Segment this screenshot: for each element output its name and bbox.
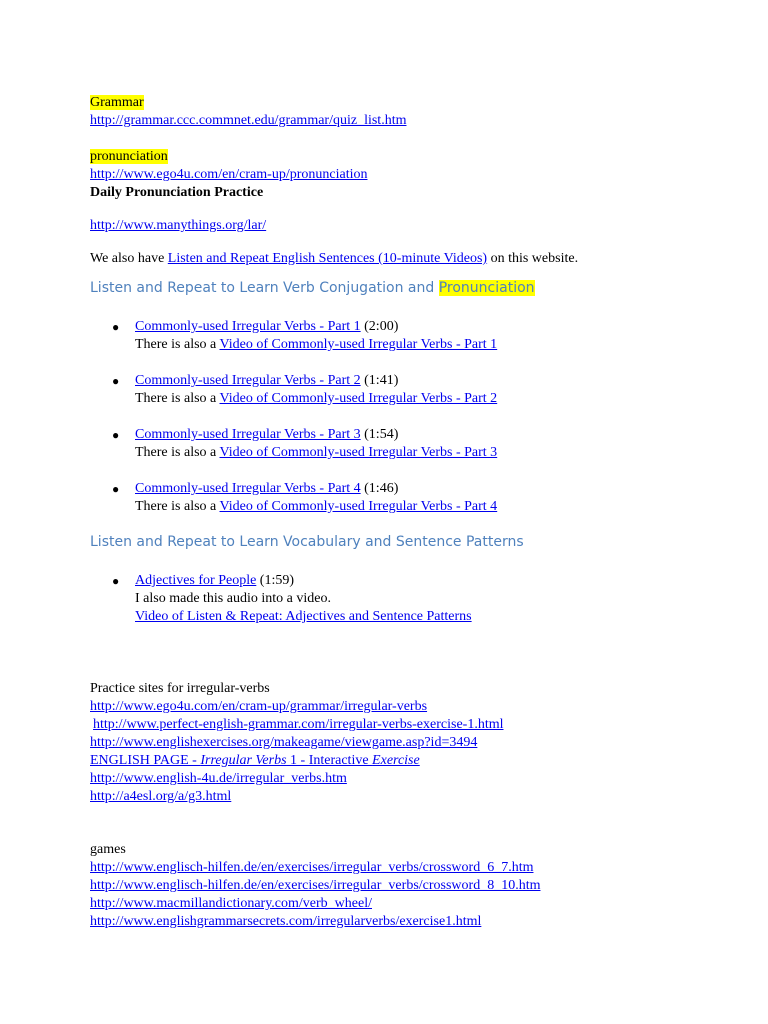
english-page-italic2: Exercise (372, 753, 420, 768)
grammar-link[interactable]: http://grammar.ccc.commnet.edu/grammar/quiz_list.htm (90, 113, 407, 128)
manythings-link[interactable]: http://www.manythings.org/lar/ (90, 218, 267, 233)
pronunciation-label: pronunciation (90, 149, 168, 164)
irregular-verbs-part4-link[interactable]: Commonly-used Irregular Verbs - Part 4 (135, 481, 361, 496)
also-prefix: We also have (90, 251, 168, 266)
list-item (135, 426, 398, 444)
practice-link-line (90, 734, 477, 752)
practice-link-perfect-english[interactable]: http://www.perfect-english-grammar.com/irregular-verbs-exercise-1.html (93, 717, 504, 732)
practice-link-a4esl[interactable]: http://a4esl.org/a/g3.html (90, 789, 232, 804)
list-item (135, 372, 398, 390)
practice-sites-label: Practice sites for irregular-verbs (90, 681, 270, 696)
games-label: games (90, 842, 126, 857)
duration: (2:00) (360, 319, 399, 334)
also-have-line (90, 250, 578, 268)
bullet-icon: ● (112, 482, 120, 496)
bullet-icon: ● (112, 574, 120, 588)
bullet-icon: ● (112, 374, 120, 388)
video-part4-link[interactable]: Video of Commonly-used Irregular Verbs - Part 4 (219, 499, 498, 514)
section1-heading-text: Listen and Repeat to Learn Verb Conjugation and (90, 280, 439, 296)
section1-heading-highlight: Pronunciation (438, 280, 535, 296)
duration: (1:41) (360, 373, 399, 388)
video-line (135, 444, 497, 462)
games-link-crossword-8-10[interactable]: http://www.englisch-hilfen.de/en/exercises/irregular_verbs/crossword_8_10.htm (90, 878, 541, 893)
duration: (1:46) (360, 481, 399, 496)
practice-link-line (93, 716, 504, 734)
games-link-line (90, 859, 533, 877)
games-link-line (90, 913, 481, 931)
practice-link-line (90, 698, 427, 716)
manythings-url-line (90, 217, 266, 235)
also-text: There is also a (135, 499, 220, 514)
english-page-prefix: ENGLISH PAGE - (90, 753, 201, 768)
video-part1-link[interactable]: Video of Commonly-used Irregular Verbs - Part 1 (219, 337, 498, 352)
games-link-line (90, 895, 372, 913)
also-text: There is also a (135, 337, 220, 352)
video-part2-link[interactable]: Video of Commonly-used Irregular Verbs - Part 2 (219, 391, 498, 406)
practice-link-line (90, 770, 347, 788)
list-item (135, 480, 398, 498)
irregular-verbs-part1-link[interactable]: Commonly-used Irregular Verbs - Part 1 (135, 319, 361, 334)
also-text: There is also a (135, 391, 220, 406)
pronunciation-label-line (90, 148, 168, 166)
list-item (135, 572, 294, 590)
video-part3-link[interactable]: Video of Commonly-used Irregular Verbs - Part 3 (219, 445, 498, 460)
also-suffix: on this website. (487, 251, 579, 266)
bullet-icon: ● (112, 428, 120, 442)
pronunciation-link[interactable]: http://www.ego4u.com/en/cram-up/pronunciation (90, 167, 368, 182)
listen-repeat-sentences-link[interactable]: Listen and Repeat English Sentences (10-minute Videos) (167, 251, 488, 266)
video-line (135, 336, 497, 354)
list-item (135, 318, 398, 336)
practice-link-englishexercises[interactable]: http://www.englishexercises.org/makeagame/viewgame.asp?id=3494 (90, 735, 478, 750)
grammar-url-line (90, 112, 406, 130)
practice-link-english4u[interactable]: http://www.english-4u.de/irregular_verbs.htm (90, 771, 347, 786)
bullet-icon: ● (112, 320, 120, 334)
irregular-verbs-part2-link[interactable]: Commonly-used Irregular Verbs - Part 2 (135, 373, 361, 388)
adjectives-video-link[interactable]: Video of Listen & Repeat: Adjectives and Sentence Patterns (135, 609, 472, 624)
video-line (135, 390, 497, 408)
section-verb-conjugation-heading (90, 278, 535, 298)
also-text: There is also a (135, 445, 220, 460)
english-page-middle: 1 - Interactive (286, 753, 373, 768)
video-line (135, 498, 497, 516)
games-link-crossword-6-7[interactable]: http://www.englisch-hilfen.de/en/exercises/irregular_verbs/crossword_6_7.htm (90, 860, 534, 875)
english-page-link[interactable] (90, 752, 420, 770)
duration: (1:59) (256, 573, 295, 588)
games-link-line (90, 877, 540, 895)
section-vocabulary-heading: Listen and Repeat to Learn Vocabulary and Sentence Patterns (90, 534, 524, 550)
audio-note: I also made this audio into a video. (135, 591, 331, 606)
video-line (135, 608, 472, 626)
grammar-label-line (90, 94, 144, 112)
english-page-italic1: Irregular Verbs (200, 753, 287, 768)
games-link-verb-wheel[interactable]: http://www.macmillandictionary.com/verb_wheel/ (90, 896, 372, 911)
irregular-verbs-part3-link[interactable]: Commonly-used Irregular Verbs - Part 3 (135, 427, 361, 442)
daily-practice-title: Daily Pronunciation Practice (90, 185, 264, 200)
games-link-grammarsecrets[interactable]: http://www.englishgrammarsecrets.com/irregularverbs/exercise1.html (90, 914, 482, 929)
adjectives-for-people-link[interactable]: Adjectives for People (135, 573, 257, 588)
practice-link-ego4u[interactable]: http://www.ego4u.com/en/cram-up/grammar/irregular-verbs (90, 699, 428, 714)
practice-link-line (90, 788, 231, 806)
pronunciation-url-line (90, 166, 367, 184)
grammar-label: Grammar (90, 95, 144, 110)
duration: (1:54) (360, 427, 399, 442)
